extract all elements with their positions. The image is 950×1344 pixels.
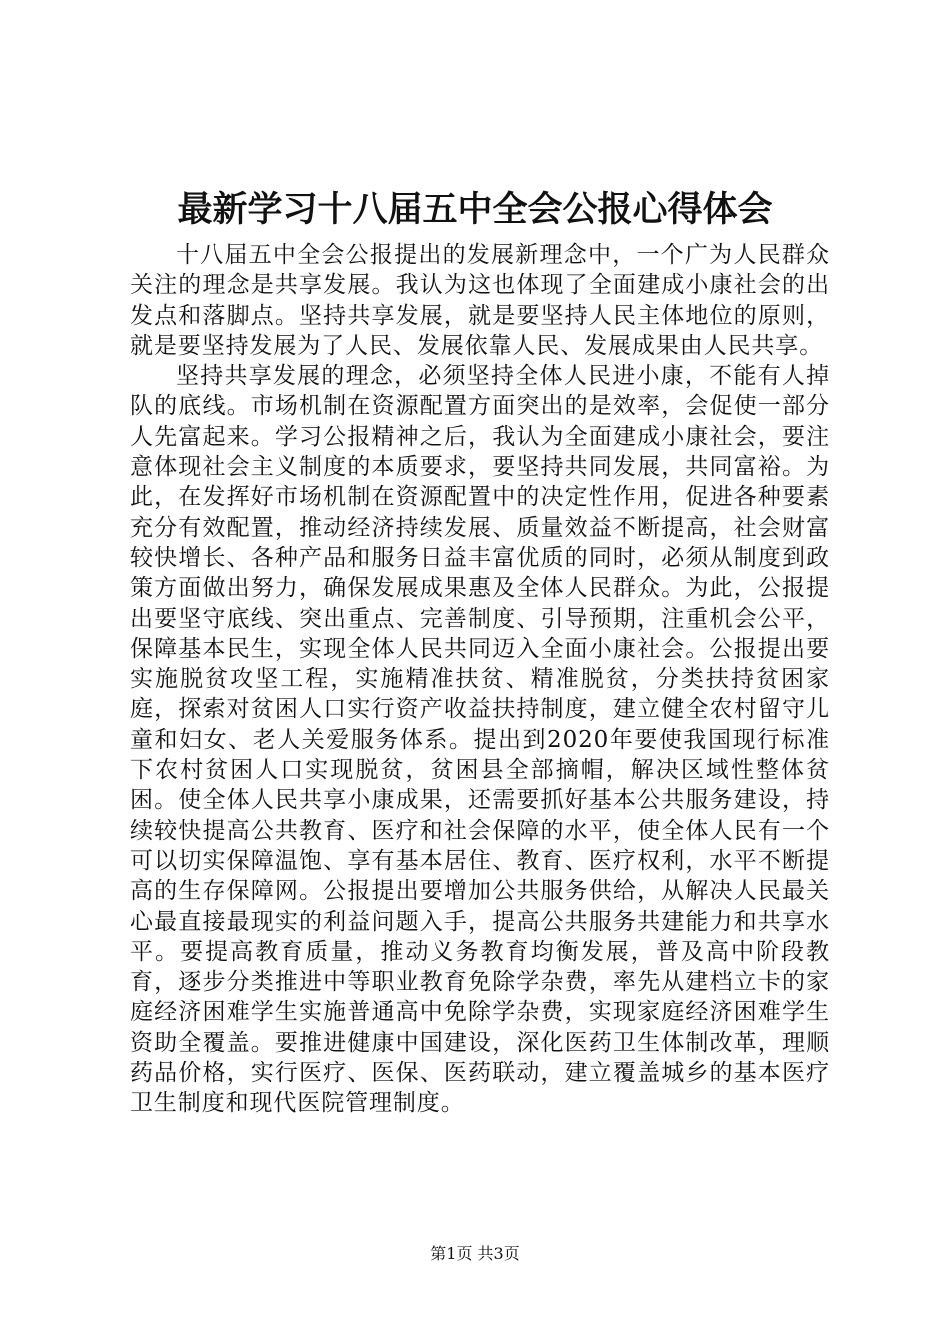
paragraph-1: 十八届五中全会公报提出的发展新理念中，一个广为人民群众关注的理念是共享发展。我认为这也体现了全面建成小康社会的出发点和落脚点。坚持共享发展，就是要坚持人民主体地位的原则，就是要坚持发展为了人民、发展依靠人民、发展成果由人民共享。 <box>130 242 830 359</box>
document-body <box>130 240 830 1119</box>
page-number: 第1页 共3页 <box>430 1244 520 1263</box>
document-title: 最新学习十八届五中全会公报心得体会 <box>177 189 773 230</box>
page-footer <box>0 1242 950 1266</box>
paragraph-2: 坚持共享发展的理念，必须坚持全体人民进小康，不能有人掉队的底线。市场机制在资源配置方面突出的是效率，会促使一部分人先富起来。学习公报精神之后，我认为全面建成小康社会，要注意体现社会主义制度的本质要求，要坚持共同发展，共同富裕。为此，在发挥好市场机制在资源配置中的决定性作用，促进各种要素充分有效配置，推动经济持续发展、质量效益不断提高，社会财富较快增长、各种产品和服务日益丰富优质的同时，必须从制度到政策方面做出努力，确保发展成果惠及全体人民群众。为此，公报提出要坚守底线、突出重点、完善制度、引导预期，注重机会公平，保障基本民生，实现全体人民共同迈入全面小康社会。公报提出要实施脱贫攻坚工程，实施精准扶贫、精准脱贫，分类扶持贫困家庭，探索对贫困人口实行资产收益扶持制度，建立健全农村留守儿童和妇女、老人关爱服务体系。提出到2020年要使我国现行标准下农村贫困人口实现脱贫，贫困县全部摘帽，解决区域性整体贫困。使全体人民共享小康成果，还需要抓好基本公共服务建设，持续较快提高公共教育、医疗和社会保障的水平，使全体人民有一个可以切实保障温饱、享有基本居住、教育、医疗权利，水平不断提高的生存保障网。公报提出要增加公共服务供给，从解决人民最关心最直接最现实的利益问题入手，提高公共服务共建能力和共享水平。要提高教育质量，推动义务教育均衡发展，普及高中阶段教育，逐步分类推进中等职业教育免除学杂费，率先从建档立卡的家庭经济困难学生实施普通高中免除学杂费，实现家庭经济困难学生资助全覆盖。要推进健康中国建设，深化医药卫生体制改革，理顺药品价格，实行医疗、医保、医药联动，建立覆盖城乡的基本医疗卫生制度和现代医院管理制度。 <box>130 363 830 1117</box>
